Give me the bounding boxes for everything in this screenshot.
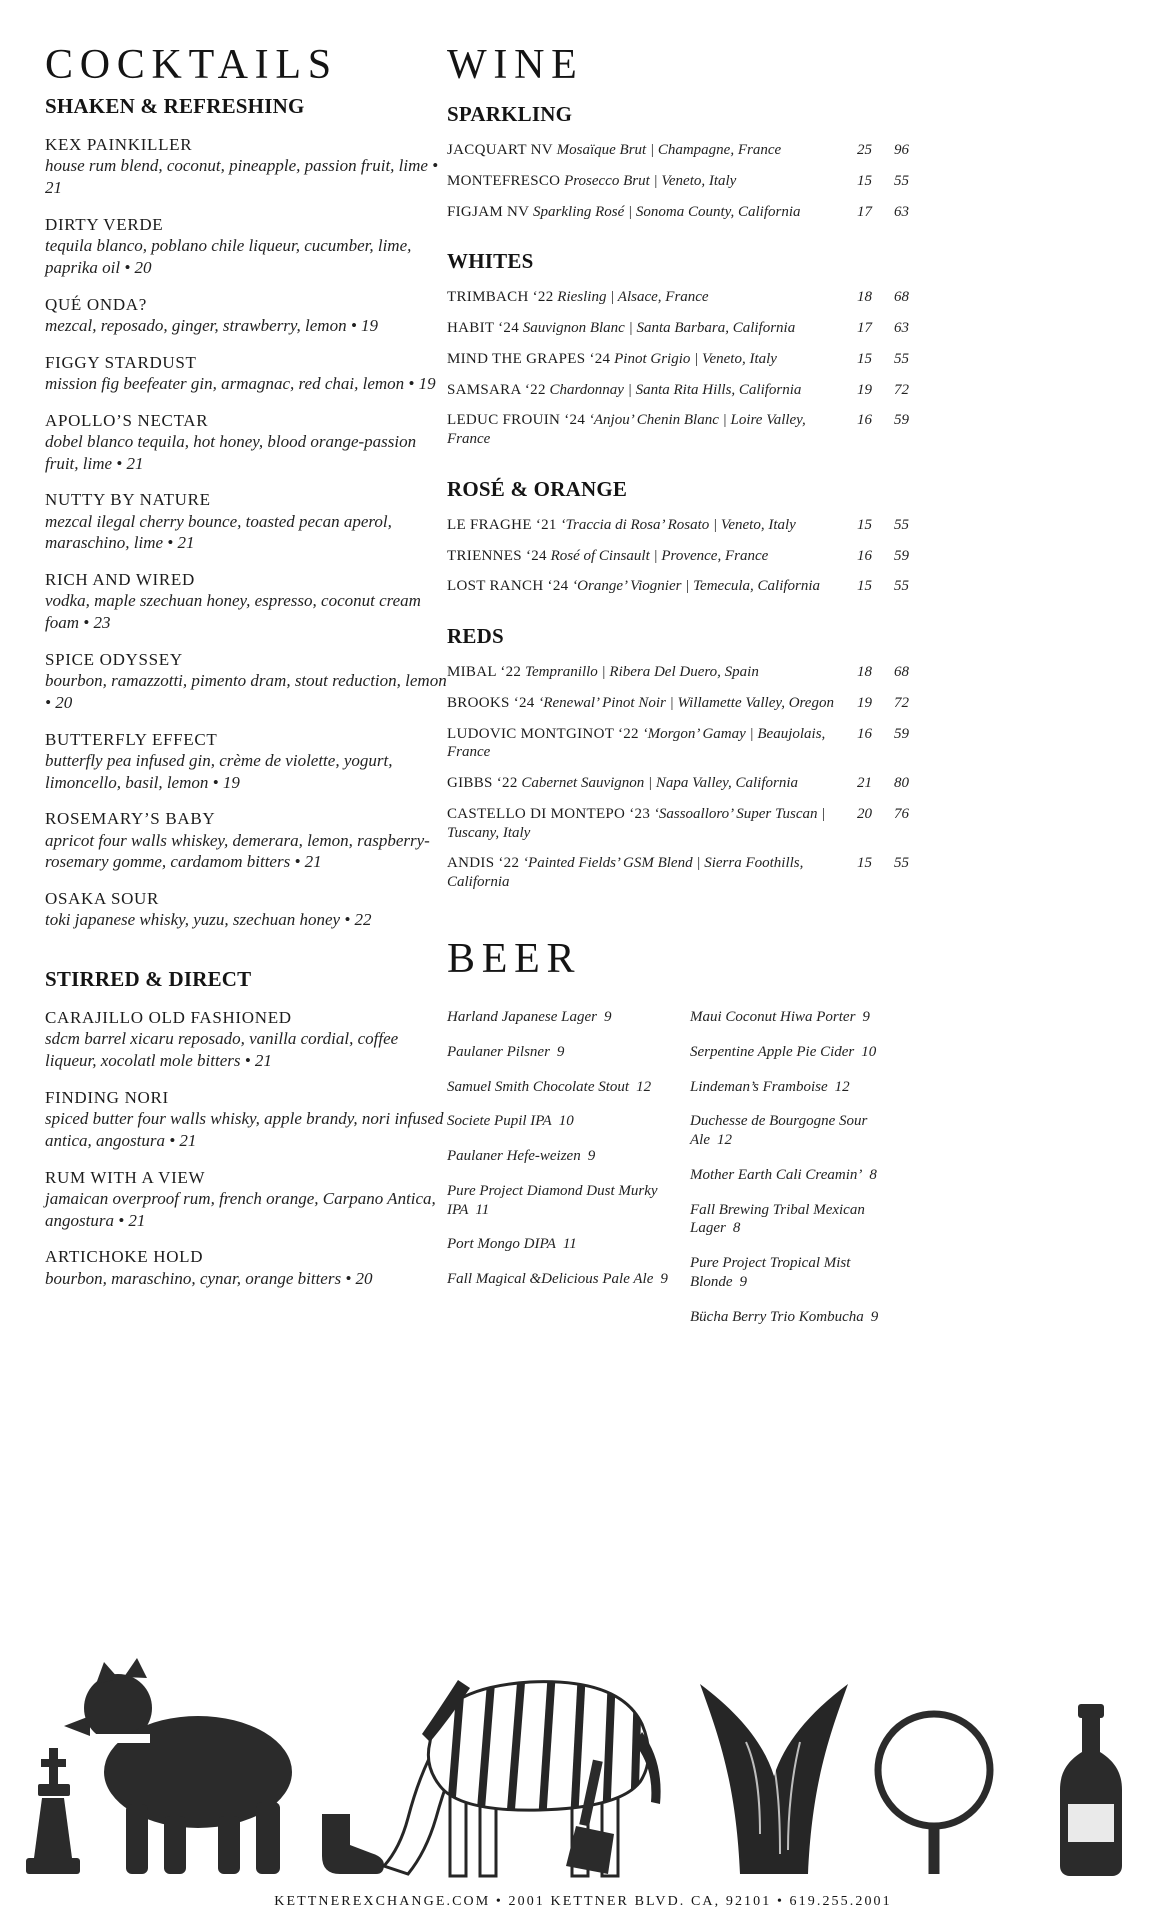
wine-text	[447, 516, 848, 535]
wine-glass-price: 17	[857, 320, 872, 337]
wine-detail: ‘Renewal’ Pinot Noir | Willamette Valley, Oregon	[538, 694, 834, 711]
beer-item	[447, 1112, 690, 1131]
wine-glass-price: 16	[857, 412, 872, 429]
cocktail-name: FIGGY STARDUST	[45, 352, 197, 372]
cocktail-name: NUTTY BY NATURE	[45, 490, 211, 510]
wine-glass-price: 16	[857, 725, 872, 742]
wine-detail: Cabernet Sauvignon | Napa Valley, California	[521, 775, 798, 792]
footer-contact: KETTNEREXCHANGE.COM • 2001 KETTNER BLVD. CA, 92101 • 619.255.2001	[274, 1894, 892, 1909]
wine-bottle-price: 72	[894, 694, 909, 711]
wine-text	[447, 694, 848, 713]
wine-prices	[848, 142, 909, 159]
wine-prices	[848, 517, 909, 534]
wine-row	[447, 774, 909, 793]
beer-item	[690, 1166, 909, 1185]
wine-detail: Pinot Grigio | Veneto, Italy	[614, 350, 777, 367]
beer-price: 9	[862, 1009, 870, 1026]
wine-row	[447, 203, 909, 222]
wine-name: MONTEFRESCO	[447, 172, 561, 189]
rope-loop-icon	[878, 1714, 990, 1874]
wine-name: LOST RANCH ‘24	[447, 578, 569, 595]
wine-row	[447, 411, 909, 449]
beer-item	[447, 1182, 690, 1220]
wine-detail: ‘Sassoalloro’ Super Tuscan | Tuscany, Italy	[447, 805, 826, 841]
wine-name: BROOKS ‘24	[447, 694, 535, 711]
wine-prices	[848, 775, 909, 792]
cocktail-description: jamaican overproof rum, french orange, Carpano Antica, angostura • 21	[45, 1188, 436, 1230]
wine-beer-column	[447, 42, 909, 1342]
wine-name: CASTELLO DI MONTEPO ‘23	[447, 805, 651, 822]
chess-piece-icon	[26, 1748, 80, 1874]
wine-prices	[848, 806, 909, 823]
wine-row	[447, 805, 909, 843]
wine-prices	[848, 695, 909, 712]
wine-section-heading: ROSÉ & ORANGE	[447, 476, 628, 501]
wine-detail: ‘Morgon’ Gamay | Beaujolais, France	[447, 725, 826, 761]
beer-price: 11	[475, 1201, 490, 1218]
cocktail-item	[45, 649, 447, 714]
beer-item	[447, 1235, 690, 1254]
beer-item	[690, 1308, 909, 1327]
beer-price: 9	[604, 1009, 612, 1026]
wine-row	[447, 381, 909, 400]
cocktail-sections	[45, 94, 447, 1289]
cocktail-name: SPICE ODYSSEY	[45, 649, 183, 669]
cocktail-description: mezcal, reposado, ginger, strawberry, lemon • 19	[45, 315, 379, 335]
wine-prices	[848, 351, 909, 368]
beer-name: Fall Magical &Delicious Pale Ale	[447, 1271, 654, 1288]
beer-column	[690, 1008, 909, 1342]
wine-name: LUDOVIC MONTGINOT ‘22	[447, 725, 639, 742]
wine-detail: ‘Orange’ Viognier | Temecula, California	[572, 578, 821, 595]
beer-item	[690, 1254, 909, 1292]
wine-name: LE FRAGHE ‘21	[447, 516, 557, 533]
wine-row	[447, 288, 909, 307]
wine-name: FIGJAM NV	[447, 203, 530, 220]
wine-text	[447, 172, 848, 191]
wine-prices	[848, 382, 909, 399]
beer-title: BEER	[447, 935, 582, 982]
wine-bottle-price: 68	[894, 664, 909, 681]
wine-glass-price: 20	[857, 805, 872, 822]
wine-row	[447, 516, 909, 535]
wine-prices	[848, 548, 909, 565]
wine-glass-price: 15	[857, 172, 872, 189]
beer-price: 9	[556, 1043, 565, 1060]
beer-item	[690, 1201, 909, 1239]
cocktail-item	[45, 808, 447, 873]
wine-detail: Mosaïque Brut | Champagne, France	[556, 142, 782, 159]
wine-prices	[848, 289, 909, 306]
wine-glass-price: 16	[857, 547, 872, 564]
wine-glass-price: 18	[857, 289, 872, 306]
cocktail-description: house rum blend, coconut, pineapple, passion fruit, lime • 21	[45, 156, 439, 198]
beer-item	[447, 1078, 690, 1097]
wine-bottle-price: 55	[894, 172, 909, 189]
cocktail-description: spiced butter four walls whisky, apple brandy, nori infused antica, angostura • 21	[45, 1109, 444, 1150]
wine-title: WINE	[447, 42, 584, 88]
beer-price: 9	[739, 1273, 747, 1290]
cocktails-title: COCKTAILS	[45, 42, 338, 88]
beer-price: 12	[717, 1132, 732, 1149]
wine-row	[447, 725, 909, 763]
wine-text	[447, 663, 848, 682]
beer-item	[690, 1078, 909, 1097]
wine-bottle-price: 96	[894, 142, 909, 159]
wine-name: MIBAL ‘22	[447, 664, 522, 681]
wine-text	[447, 577, 848, 596]
cocktail-name: ROSEMARY’S BABY	[45, 809, 216, 829]
cocktail-description: vodka, maple szechuan honey, espresso, coconut cream foam • 23	[45, 591, 421, 633]
wine-glass-price: 15	[857, 578, 872, 595]
cocktail-description: butterfly pea infused gin, crème de violette, yogurt, limoncello, basil, lemon • 19	[45, 750, 393, 792]
beer-item	[690, 1043, 909, 1062]
beer-price: 12	[834, 1078, 850, 1095]
wine-detail: Sauvignon Blanc | Santa Barbara, California	[522, 320, 796, 337]
beer-name: Mother Earth Cali Creamin’	[690, 1166, 863, 1183]
wine-detail: ‘Painted Fields’ GSM Blend | Sierra Foothills, California	[447, 855, 804, 891]
wine-bottle-price: 72	[894, 381, 909, 398]
wine-row	[447, 577, 909, 596]
beer-name: Harland Japanese Lager	[447, 1009, 597, 1026]
beer-name: Samuel Smith Chocolate Stout	[447, 1078, 630, 1095]
wine-section-heading: SPARKLING	[447, 102, 573, 127]
cocktail-item	[45, 1167, 447, 1232]
cocktail-name: CARAJILLO OLD FASHIONED	[45, 1008, 292, 1028]
cocktail-name: OSAKA SOUR	[45, 889, 160, 909]
cocktail-description: apricot four walls whiskey, demerara, lemon, raspberry-rosemary gomme, cardamom bitters • 21	[45, 830, 430, 872]
wine-bottle-price: 80	[894, 775, 909, 792]
cocktail-item	[45, 214, 447, 279]
cocktail-name: RICH AND WIRED	[45, 570, 195, 590]
cocktail-name: DIRTY VERDE	[45, 214, 164, 234]
wine-name: TRIENNES ‘24	[447, 547, 547, 564]
wine-bottle-price: 76	[894, 805, 909, 822]
cocktail-name: FINDING NORI	[45, 1087, 169, 1107]
beer-name: Paulaner Pilsner	[447, 1043, 550, 1060]
cocktail-item	[45, 294, 447, 337]
wine-text	[447, 319, 848, 338]
wine-bottle-price: 68	[894, 289, 909, 306]
cocktails-column	[45, 42, 447, 1289]
wine-name: MIND THE GRAPES ‘24	[447, 350, 611, 367]
cocktail-description: dobel blanco tequila, hot honey, blood orange-passion fruit, lime • 21	[45, 431, 417, 473]
wine-prices	[848, 578, 909, 595]
cocktail-description: bourbon, maraschino, cynar, orange bitters • 20	[45, 1268, 373, 1288]
beer-column	[447, 1008, 690, 1342]
wine-bottle-price: 55	[894, 350, 909, 367]
beer-price: 8	[732, 1220, 741, 1237]
wine-text	[447, 288, 848, 307]
wine-text	[447, 203, 848, 222]
fish-tail-icon	[700, 1684, 848, 1874]
wine-prices	[848, 320, 909, 337]
wine-glass-price: 15	[857, 350, 872, 367]
boot-icon	[322, 1814, 384, 1874]
cocktail-item	[45, 888, 447, 931]
wine-row	[447, 350, 909, 369]
wine-prices	[848, 204, 909, 221]
beer-price: 8	[869, 1166, 877, 1183]
wine-glass-price: 19	[857, 381, 872, 398]
beer-item	[447, 1270, 690, 1289]
wine-prices	[848, 664, 909, 681]
wine-glass-price: 18	[857, 664, 872, 681]
wine-bottle-price: 63	[894, 203, 909, 220]
cocktail-name: KEX PAINKILLER	[45, 135, 193, 155]
cocktail-description: tequila blanco, poblano chile liqueur, cucumber, lime, paprika oil • 20	[45, 236, 412, 277]
beer-name: Pure Project Tropical Mist Blonde	[690, 1255, 851, 1290]
wine-bottle-price: 59	[894, 412, 909, 429]
beer-name: Maui Coconut Hiwa Porter	[690, 1009, 856, 1026]
wine-text	[447, 725, 848, 763]
cocktail-item	[45, 569, 447, 634]
wine-name: LEDUC FROUIN ‘24	[447, 412, 586, 429]
beer-item	[690, 1008, 909, 1027]
cocktail-item	[45, 352, 447, 395]
wine-detail: Chardonnay | Santa Rita Hills, California	[549, 381, 802, 398]
wine-prices	[848, 173, 909, 190]
wine-text	[447, 350, 848, 369]
beer-name: Port Mongo DIPA	[447, 1236, 556, 1253]
zebra-icon	[384, 1670, 661, 1876]
beer-name: Pure Project Diamond Dust Murky IPA	[447, 1182, 658, 1218]
cocktail-item	[45, 134, 447, 199]
bear-icon	[64, 1658, 292, 1874]
beer-item	[447, 1043, 690, 1062]
wine-glass-price: 21	[857, 775, 872, 792]
cocktail-description: toki japanese whisky, yuzu, szechuan honey • 22	[45, 910, 372, 930]
wine-detail: Tempranillo | Ribera Del Duero, Spain	[524, 664, 759, 681]
wine-name: HABIT ‘24	[447, 320, 520, 337]
wine-prices	[848, 412, 909, 429]
wine-prices	[848, 855, 909, 872]
beer-price: 10	[558, 1113, 574, 1130]
wine-bottle-price: 59	[894, 725, 909, 742]
wine-text	[447, 141, 848, 160]
bottle-icon	[1060, 1704, 1122, 1876]
beer-price: 9	[870, 1308, 879, 1325]
wine-bottle-price: 63	[894, 320, 909, 337]
wine-detail: Riesling | Alsace, France	[557, 289, 709, 306]
cocktail-item	[45, 410, 447, 475]
cocktail-name: APOLLO’S NECTAR	[45, 410, 209, 430]
wine-section-heading: REDS	[447, 624, 504, 649]
wine-detail: Prosecco Brut | Veneto, Italy	[564, 172, 737, 189]
beer-name: Serpentine Apple Pie Cider	[690, 1043, 855, 1060]
cocktail-item	[45, 729, 447, 794]
wine-bottle-price: 55	[894, 516, 909, 533]
cocktail-description: bourbon, ramazzotti, pimento dram, stout reduction, lemon • 20	[45, 671, 447, 712]
cocktail-item	[45, 1087, 447, 1152]
beer-price: 10	[861, 1043, 877, 1060]
wine-name: ANDIS ‘22	[447, 855, 520, 872]
wine-bottle-price: 55	[894, 578, 909, 595]
wine-name: GIBBS ‘22	[447, 775, 518, 792]
wine-text	[447, 805, 848, 843]
cocktail-description: mission fig beefeater gin, armagnac, red chai, lemon • 19	[45, 373, 436, 393]
wine-row	[447, 172, 909, 191]
wine-name: TRIMBACH ‘22	[447, 289, 554, 306]
wine-detail: ‘Traccia di Rosa’ Rosato | Veneto, Italy	[560, 516, 796, 533]
wine-text	[447, 774, 848, 793]
wine-name: JACQUART NV	[447, 142, 553, 159]
wine-prices	[848, 726, 909, 743]
beer-price: 11	[562, 1236, 577, 1253]
cocktail-name: ARTICHOKE HOLD	[45, 1247, 204, 1267]
wine-detail: Sparkling Rosé | Sonoma County, California	[533, 203, 801, 220]
cocktail-section-heading: STIRRED & DIRECT	[45, 967, 252, 992]
wine-detail: ‘Anjou’ Chenin Blanc | Loire Valley, France	[447, 412, 806, 448]
beer-name: Duchesse de Bourgogne Sour Ale	[690, 1113, 868, 1149]
wine-sections	[447, 102, 909, 892]
beer-price: 9	[660, 1271, 668, 1288]
cocktail-description: sdcm barrel xicaru reposado, vanilla cordial, coffee liqueur, xocolatl mole bitters • 21	[45, 1029, 399, 1071]
beer-name: Fall Brewing Tribal Mexican Lager	[690, 1201, 865, 1237]
beer-item	[690, 1112, 909, 1150]
wine-text	[447, 547, 848, 566]
beer-list	[447, 1008, 909, 1342]
beer-name: Bücha Berry Trio Kombucha	[690, 1308, 864, 1325]
wine-glass-price: 25	[857, 142, 872, 159]
wine-bottle-price: 59	[894, 547, 909, 564]
decorative-illustrations	[0, 1622, 1166, 1882]
wine-glass-price: 15	[857, 855, 872, 872]
wine-text	[447, 854, 848, 892]
beer-item	[447, 1147, 690, 1166]
wine-row	[447, 854, 909, 892]
wine-detail: Rosé of Cinsault | Provence, France	[550, 547, 769, 564]
beer-item	[447, 1008, 690, 1027]
cocktail-name: RUM WITH A VIEW	[45, 1167, 206, 1187]
beer-name: Societe Pupil IPA	[447, 1113, 552, 1130]
wine-row	[447, 319, 909, 338]
cocktail-name: BUTTERFLY EFFECT	[45, 729, 218, 749]
wine-row	[447, 547, 909, 566]
cocktail-item	[45, 489, 447, 554]
cocktail-item	[45, 1246, 447, 1289]
cocktail-name: QUÉ ONDA?	[45, 294, 147, 314]
wine-row	[447, 663, 909, 682]
wine-text	[447, 411, 848, 449]
wine-bottle-price: 55	[894, 855, 909, 872]
cocktail-description: mezcal ilegal cherry bounce, toasted pecan aperol, maraschino, lime • 21	[45, 511, 392, 553]
cocktail-section-heading: SHAKEN & REFRESHING	[45, 94, 305, 119]
wine-row	[447, 694, 909, 713]
wine-glass-price: 17	[857, 203, 872, 220]
cocktail-item	[45, 1007, 447, 1072]
wine-section-heading: WHITES	[447, 249, 534, 274]
wine-glass-price: 19	[857, 694, 872, 711]
beer-price: 12	[636, 1078, 652, 1095]
wine-text	[447, 381, 848, 400]
beer-price: 9	[587, 1148, 596, 1165]
wine-name: SAMSARA ‘22	[447, 381, 546, 398]
beer-name: Lindeman’s Framboise	[690, 1078, 828, 1095]
wine-glass-price: 15	[857, 516, 872, 533]
wine-row	[447, 141, 909, 160]
beer-name: Paulaner Hefe-weizen	[447, 1148, 581, 1165]
